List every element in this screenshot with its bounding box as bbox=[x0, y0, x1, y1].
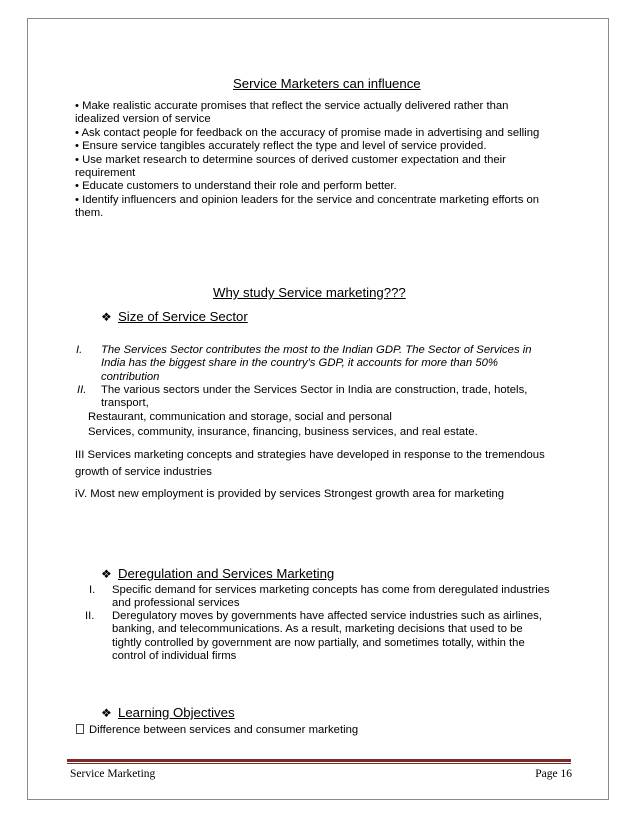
text-line: and professional services bbox=[112, 597, 240, 610]
text-line: contribution bbox=[101, 370, 160, 383]
subheading-label: Deregulation and Services Marketing bbox=[118, 566, 335, 581]
subheading-learning-objectives bbox=[101, 706, 235, 720]
footer-title: Service Marketing bbox=[70, 768, 156, 780]
subheading-label: Learning Objectives bbox=[118, 705, 235, 720]
text-line: transport, bbox=[101, 397, 149, 410]
text-line: banking, and telecommunications. As a result, marketing decisions that used to be bbox=[112, 623, 523, 636]
section-title-why-study: Why study Service marketing??? bbox=[213, 285, 406, 300]
text-line: The Services Sector contributes the most to the Indian GDP. The Sector of Services in bbox=[101, 344, 532, 356]
list-item: • Ensure service tangibles accurately reflect the type and level of service provided. bbox=[75, 140, 487, 153]
box-bullet-icon bbox=[76, 724, 84, 734]
footer-rule-thick bbox=[67, 759, 571, 762]
list-item: idealized version of service bbox=[75, 113, 211, 126]
paragraph-iii bbox=[75, 447, 545, 481]
service-sector-gdp-item bbox=[101, 344, 532, 384]
subheading-label: Size of Service Sector bbox=[118, 309, 248, 324]
subheading-deregulation bbox=[101, 567, 334, 581]
section-title-service-marketers: Service Marketers can influence bbox=[233, 76, 421, 91]
text-line: Services, community, insurance, financing, business services, and real estate. bbox=[88, 426, 478, 438]
deregulation-item-1 bbox=[112, 584, 550, 611]
influence-bullet-list bbox=[75, 100, 539, 221]
item-number: I. bbox=[89, 584, 96, 596]
text-line: III Services marketing concepts and strategies have developed in response to the tremendous bbox=[75, 449, 545, 461]
service-sector-list-item bbox=[101, 384, 527, 411]
list-item: them. bbox=[75, 207, 104, 220]
subheading-size-of-service-sector bbox=[101, 310, 248, 324]
footer-rule-thin bbox=[67, 763, 571, 764]
list-item: • Use market research to determine sources of derived customer expectation and their bbox=[75, 153, 506, 166]
item-number: II. bbox=[85, 610, 95, 622]
learning-objective-item bbox=[76, 724, 358, 737]
list-item: requirement bbox=[75, 167, 136, 180]
service-sector-continuation bbox=[88, 410, 478, 440]
text-line: The various sectors under the Services Sector in India are construction, trade, hotels, bbox=[101, 384, 528, 396]
diamond-bullet-icon: ❖ bbox=[101, 310, 112, 324]
text-line: growth of service industries bbox=[75, 466, 212, 478]
text-line: India has the biggest share in the country's GDP, it accounts for more than 50% bbox=[101, 357, 498, 370]
item-number: I. bbox=[76, 344, 83, 356]
list-item: • Identify influencers and opinion leaders for the service and concentrate marketing efforts on bbox=[75, 193, 540, 206]
text-line: tightly controlled by government are now partially, and sometimes totally, within the bbox=[112, 636, 525, 649]
item-number: II. bbox=[77, 384, 87, 396]
diamond-bullet-icon: ❖ bbox=[101, 706, 112, 720]
list-item: • Ask contact people for feedback on the accuracy of promise made in advertising and selling bbox=[75, 126, 540, 139]
text-line: Restaurant, communication and storage, social and personal bbox=[88, 411, 392, 423]
page-number: Page 16 bbox=[535, 768, 572, 780]
text-line: Deregulatory moves by governments have affected service industries such as airlines, bbox=[112, 610, 542, 622]
text-line: control of individual firms bbox=[112, 650, 237, 663]
diamond-bullet-icon: ❖ bbox=[101, 567, 112, 581]
paragraph-iv: iV. Most new employment is provided by services Strongest growth area for marketing bbox=[75, 488, 505, 500]
list-item: • Make realistic accurate promises that reflect the service actually delivered rather than bbox=[75, 100, 509, 112]
text-line: Specific demand for services marketing concepts has come from deregulated industries bbox=[112, 584, 550, 596]
learning-objective-text: Difference between services and consumer marketing bbox=[89, 724, 359, 736]
list-item: • Educate customers to understand their role and perform better. bbox=[75, 180, 397, 193]
deregulation-item-2 bbox=[112, 610, 542, 664]
